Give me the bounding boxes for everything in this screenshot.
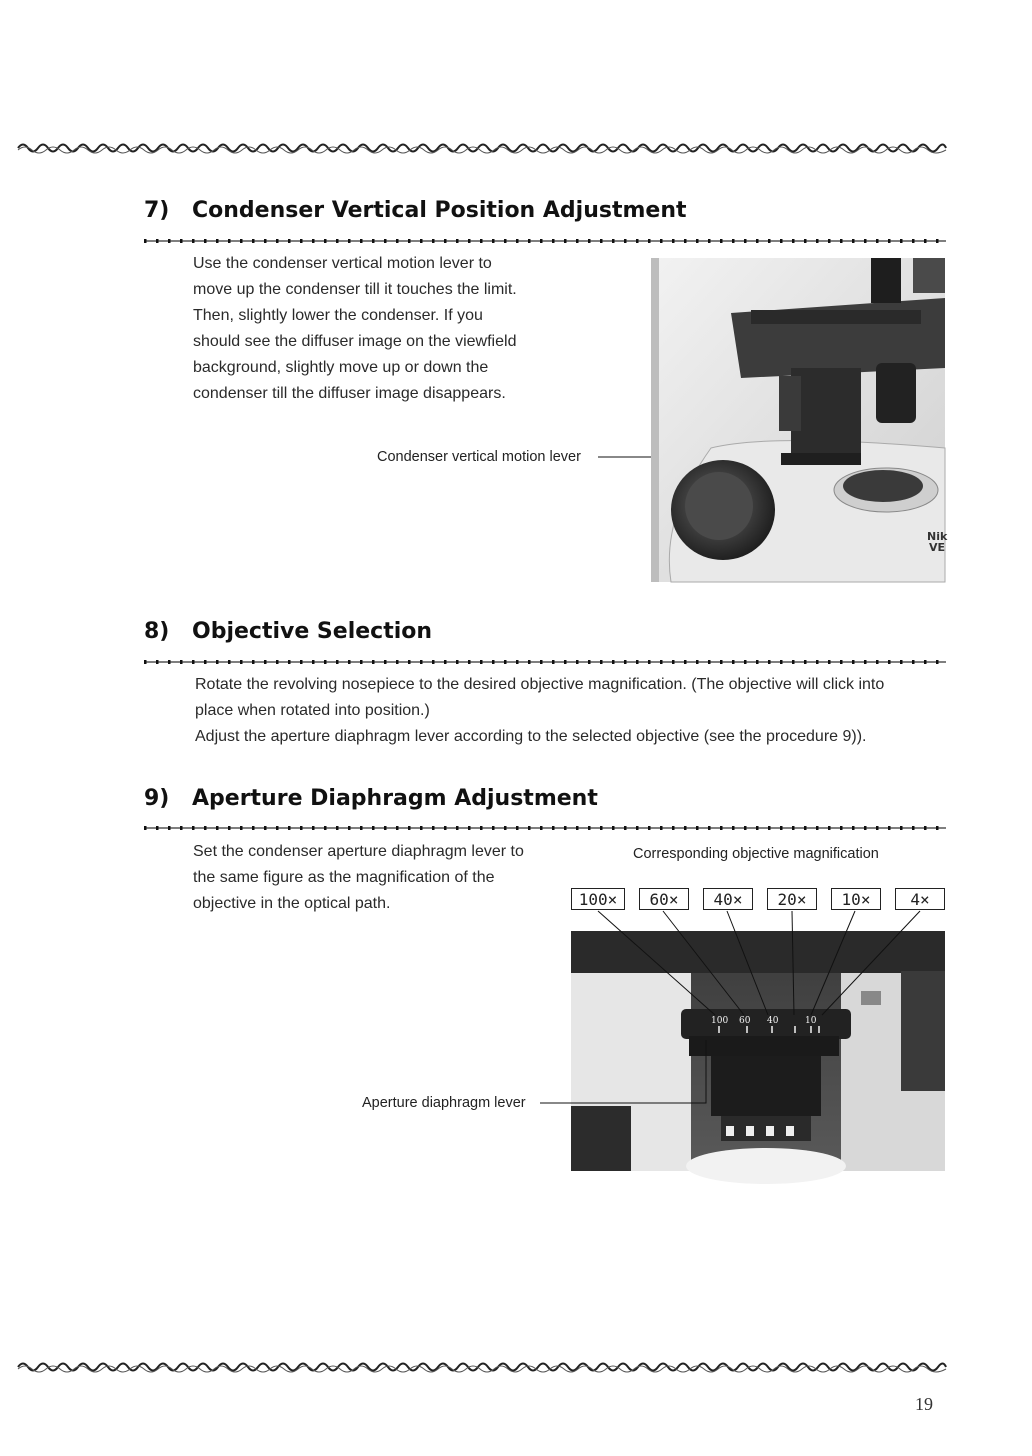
page-number: 19 <box>915 1394 933 1414</box>
magnification-box-4x: 4× <box>895 888 945 910</box>
scale-label-10: 10 <box>805 1016 817 1026</box>
section-8-title: Objective Selection <box>192 619 433 644</box>
section-7-line: background, slightly move up or down the <box>193 359 489 376</box>
magnification-figure-caption: Corresponding objective magnification <box>633 846 879 862</box>
section-8-heading <box>144 619 432 644</box>
condenser-photo <box>651 258 948 582</box>
aperture-lever-label: Aperture diaphragm lever <box>362 1095 526 1111</box>
section-8-line: place when rotated into position.) <box>195 702 430 719</box>
aperture-lever-leader-line <box>540 1040 720 1110</box>
section-7-body <box>193 251 633 407</box>
bottom-border-ornament <box>18 1360 946 1374</box>
section-9-title: Aperture Diaphragm Adjustment <box>192 786 598 811</box>
section-8-dotted-rule <box>144 659 946 665</box>
brand-mark-text <box>927 530 951 554</box>
section-9-line: the same figure as the magnification of the <box>193 869 495 886</box>
section-7-heading <box>144 198 687 223</box>
section-9-heading <box>144 786 598 811</box>
section-8-line: Adjust the aperture diaphragm lever according to the selected objective (see the procedure 9)). <box>195 728 867 745</box>
section-9-line: Set the condenser aperture diaphragm lever to <box>193 843 524 860</box>
brand-mark-line-2: VE <box>929 541 946 554</box>
brand-mark-line-1: Nik <box>927 530 948 543</box>
section-7-number: 7) <box>144 198 170 223</box>
section-7-line: condenser till the diffuser image disappears. <box>193 385 506 402</box>
top-border-ornament <box>18 141 946 155</box>
scale-label-60: 60 <box>739 1016 751 1026</box>
magnification-box-100x: 100× <box>571 888 625 910</box>
magnification-leader-lines <box>560 908 960 1028</box>
section-9-number: 9) <box>144 786 170 811</box>
section-7-line: should see the diffuser image on the viewfield <box>193 333 517 350</box>
section-9-line: objective in the optical path. <box>193 895 391 912</box>
section-9-body <box>193 839 563 917</box>
section-7-line: Use the condenser vertical motion lever to <box>193 255 492 272</box>
section-7-line: move up the condenser till it touches the limit. <box>193 281 517 298</box>
section-8-line: Rotate the revolving nosepiece to the desired objective magnification. (The objective will click into <box>195 676 885 693</box>
magnification-box-20x: 20× <box>767 888 817 910</box>
scale-label-40: 40 <box>767 1016 779 1026</box>
magnification-box-10x: 10× <box>831 888 881 910</box>
magnification-box-40x: 40× <box>703 888 753 910</box>
scale-label-100: 100 <box>711 1016 729 1026</box>
section-7-line: Then, slightly lower the condenser. If you <box>193 307 483 324</box>
section-7-dotted-rule <box>144 238 946 244</box>
magnification-box-60x: 60× <box>639 888 689 910</box>
section-8-body <box>195 672 955 750</box>
section-7-title: Condenser Vertical Position Adjustment <box>192 198 687 223</box>
section-9-dotted-rule <box>144 825 946 831</box>
condenser-lever-label: Condenser vertical motion lever <box>377 449 581 465</box>
section-8-number: 8) <box>144 619 170 644</box>
